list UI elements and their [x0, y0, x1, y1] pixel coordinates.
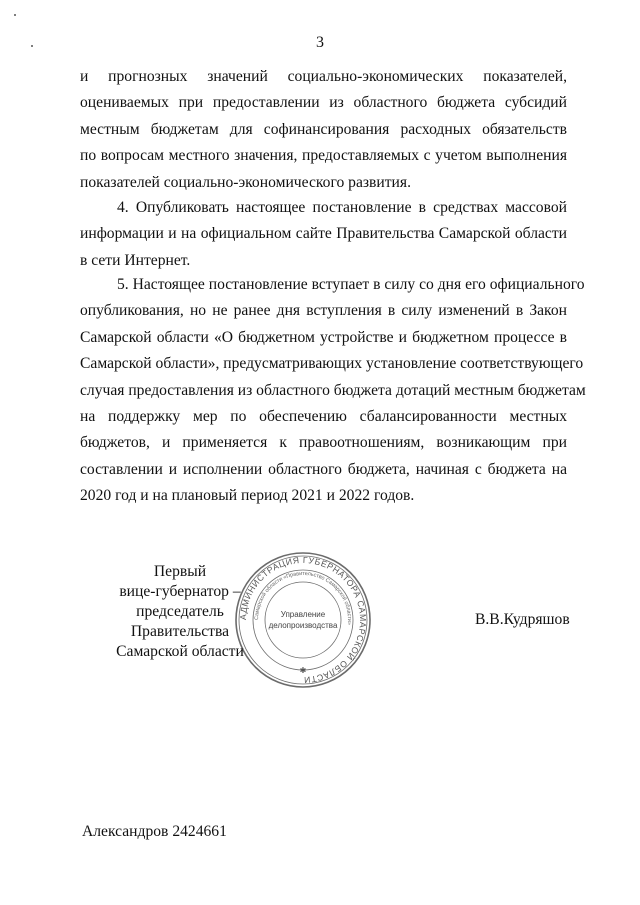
- position-line: Самарской области: [116, 643, 244, 660]
- executor-contact: Александров 2424661: [82, 823, 227, 840]
- page-number: 3: [316, 34, 324, 51]
- seal-center-line: делопроизводства: [268, 621, 338, 630]
- seal-outer-text: АДМИНИСТРАЦИЯ ГУБЕРНАТОРА САМАРСКОЙ ОБЛАСТИ: [237, 554, 369, 686]
- text-line: оцениваемых при предоставлении из областного бюджета субсидий: [80, 94, 567, 112]
- paragraph-item-4: [80, 195, 567, 274]
- seal-inner-text: Самарской области «Правительство Самарской области»: [253, 570, 353, 626]
- text-line: информации и на официальном сайте Правительства Самарской области: [80, 225, 567, 243]
- text-line: по вопросам местного значения, предоставляемых с учетом выполнения: [80, 147, 567, 165]
- text-line: Самарской области», предусматривающих установление соответствующего: [80, 355, 584, 373]
- signatory-position: [100, 562, 260, 662]
- position-line: вице-губернатор –: [119, 583, 241, 600]
- text-line: составлении и исполнении областного бюджета, начиная с бюджета на: [80, 460, 567, 478]
- signatory-name: В.В.Кудряшов: [475, 611, 570, 628]
- text-line: 2020 год и на плановый период 2021 и 2022 годов.: [80, 487, 415, 505]
- text-line: Самарской области «О бюджетном устройстве и бюджетном процессе в: [80, 328, 567, 346]
- paragraph-continuation: [80, 64, 567, 196]
- text-line: случая предоставления из областного бюджета дотаций местным бюджетам: [80, 381, 586, 399]
- seal-star-icon: ✱: [299, 666, 307, 675]
- position-line: председатель Правительства: [130, 603, 230, 640]
- text-line: местным бюджетам для софинансирования расходных обязательств: [80, 120, 567, 138]
- paragraph-item-5: [80, 272, 586, 510]
- position-line: Первый: [153, 563, 207, 580]
- text-line: опубликования, но не ранее дня вступления в силу изменений в Закон: [80, 302, 567, 320]
- text-line: в сети Интернет.: [80, 251, 191, 269]
- seal-center-line: Управление: [280, 610, 326, 619]
- text-line: показателей социально-экономического развития.: [80, 173, 411, 191]
- text-line: 5. Настоящее постановление вступает в силу со дня его официального: [117, 276, 585, 293]
- scan-speck: [14, 14, 16, 16]
- text-line: бюджетов, и применяется к правоотношениям, возникающим при: [80, 434, 567, 452]
- text-line: на поддержку мер по обеспечению сбалансированности местных: [80, 408, 567, 426]
- text-line: и прогнозных значений социально-экономических показателей,: [80, 68, 567, 85]
- text-line: 4. Опубликовать настоящее постановление в средствах массовой: [117, 199, 567, 216]
